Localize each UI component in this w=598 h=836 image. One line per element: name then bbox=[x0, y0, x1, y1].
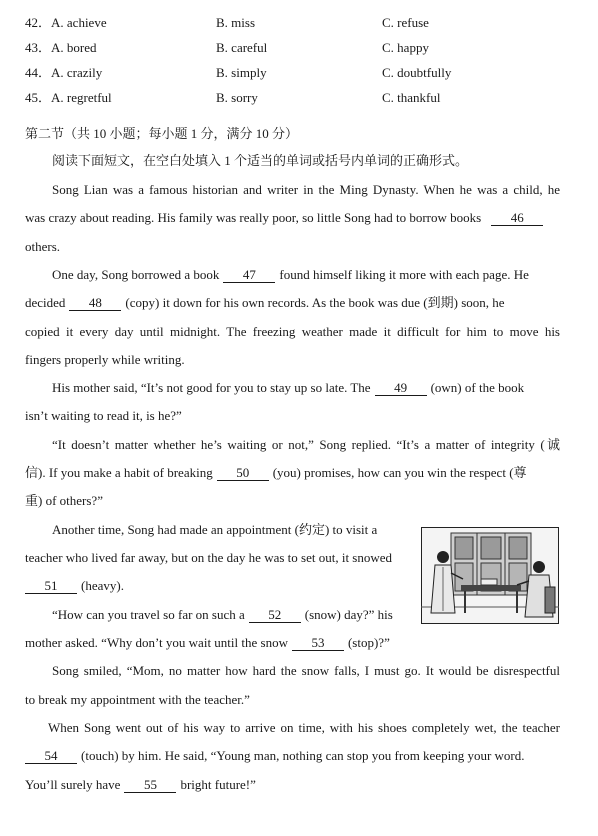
answer-blank-46[interactable]: 46 bbox=[491, 210, 543, 226]
passage-line: His mother said, “It’s not good for you to stay up so late. The 49 (own) of the book bbox=[52, 380, 525, 395]
option-b: B. miss bbox=[216, 15, 256, 30]
option-b: B. simply bbox=[216, 65, 267, 80]
option-row-43 bbox=[0, 38, 598, 58]
answer-blank-52[interactable]: 52 bbox=[249, 607, 301, 623]
option-b: B. sorry bbox=[216, 90, 258, 105]
section-instruction: 阅读下面短文，在空白处填入 1 个适当的单词或括号内单词的正确形式。 bbox=[52, 153, 469, 168]
passage-line: fingers properly while writing. bbox=[25, 352, 185, 367]
passage-line: Another time, Song had made an appointment (约定) to visit a bbox=[52, 522, 378, 537]
passage-line: You’ll surely have 55 bright future!” bbox=[25, 777, 256, 792]
passage-line: Song smiled, “Mom, no matter how hard the snow falls, I must go. It would be disrespectful bbox=[52, 663, 560, 678]
passage-line: “How can you travel so far on such a 52 (snow) day?” his bbox=[52, 607, 393, 622]
passage-line: mother asked. “Why don’t you wait until the snow 53 (stop)?” bbox=[25, 635, 390, 650]
passage-line: One day, Song borrowed a book 47 found himself liking it more with each page. He bbox=[52, 267, 529, 282]
illustration-scholar-copying-book bbox=[421, 527, 559, 624]
option-a: 42．A. achieve bbox=[25, 15, 107, 30]
option-a: 44．A. crazily bbox=[25, 65, 103, 80]
passage-line: copied it every day until midnight. The freezing weather made it difficult for him to move his bbox=[25, 324, 560, 339]
answer-blank-50[interactable]: 50 bbox=[217, 465, 269, 481]
passage-line: isn’t waiting to read it, is he?” bbox=[25, 408, 182, 423]
answer-blank-49[interactable]: 49 bbox=[375, 380, 427, 396]
option-b: B. careful bbox=[216, 40, 268, 55]
option-c: C. happy bbox=[382, 40, 429, 55]
answer-blank-55[interactable]: 55 bbox=[124, 777, 176, 793]
passage-line: others. bbox=[25, 239, 61, 254]
option-c: C. refuse bbox=[382, 15, 429, 30]
option-row-44 bbox=[0, 63, 598, 83]
passage-line: “It doesn’t matter whether he’s waiting or not,” Song replied. “It’s a matter of integrity (诚 bbox=[52, 437, 560, 452]
passage-line: decided 48 (copy) it down for his own records. As the book was due (到期) soon, he bbox=[25, 295, 505, 310]
passage-line: 51 (heavy). bbox=[25, 576, 560, 596]
answer-blank-47[interactable]: 47 bbox=[223, 267, 275, 283]
option-row-45 bbox=[0, 88, 598, 108]
passage-line: 重) of others?” bbox=[25, 493, 103, 508]
passage-line: teacher who lived far away, but on the day he was to set out, it snowed bbox=[25, 550, 393, 565]
section-title: 第二节（共 10 小题；每小题 1 分，满分 10 分） bbox=[25, 126, 299, 141]
passage-line: When Song went out of his way to arrive on time, with his shoes completely wet, the teacher bbox=[48, 720, 560, 735]
passage-line: 信). If you make a habit of breaking 50 (you) promises, how can you win the respect (尊 bbox=[25, 465, 527, 480]
answer-blank-54[interactable]: 54 bbox=[25, 748, 77, 764]
passage-line: 54 (touch) by him. He said, “Young man, nothing can stop you from keeping your word. bbox=[25, 746, 560, 766]
passage-line: Song Lian was a famous historian and writer in the Ming Dynasty. When he was a child, he bbox=[52, 182, 560, 197]
option-a: 45．A. regretful bbox=[25, 90, 112, 105]
option-c: C. thankful bbox=[382, 90, 441, 105]
answer-blank-48[interactable]: 48 bbox=[69, 295, 121, 311]
passage-line: was crazy about reading. His family was really poor, so little Song had to borrow books 46 bbox=[25, 208, 560, 228]
answer-blank-51[interactable]: 51 bbox=[25, 578, 77, 594]
answer-blank-53[interactable]: 53 bbox=[292, 635, 344, 651]
passage-line: to break my appointment with the teacher.” bbox=[25, 692, 250, 707]
option-row-42 bbox=[0, 13, 598, 33]
option-a: 43．A. bored bbox=[25, 40, 97, 55]
option-c: C. doubtfully bbox=[382, 65, 452, 80]
